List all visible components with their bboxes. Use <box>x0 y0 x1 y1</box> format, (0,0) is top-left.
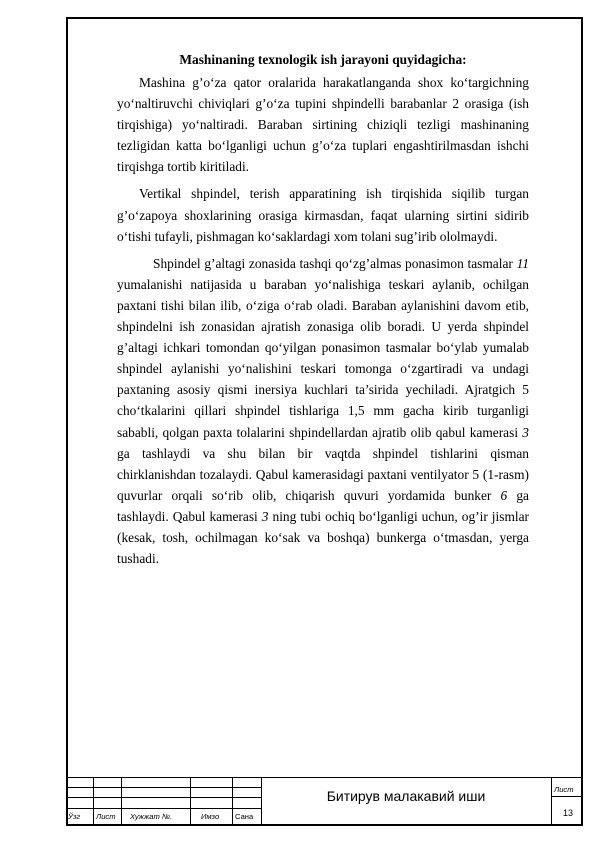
stamp-label-list: Лист <box>554 785 574 794</box>
stamp-col-line <box>93 777 94 826</box>
stamp-col-line <box>121 777 122 826</box>
page-number: 13 <box>562 808 573 818</box>
ref-number: 11 <box>516 255 529 271</box>
title-block-stamp <box>66 777 583 826</box>
ref-number: 3 <box>261 508 269 524</box>
stamp-label-sheet: Лист <box>96 812 116 821</box>
stamp-top-border <box>66 777 583 778</box>
document-body <box>117 50 529 575</box>
ref-number: 3 <box>522 424 529 440</box>
paragraph-1: Mashina g’o‘za qator oralarida harakatlanganda shox ko‘targichning yo‘naltiruvchi chiviqlari g’o‘za tupini shpindelli barabanlar 2 orasiga (ish tirqishiga) yo‘naltiradi. Baraban sirtining chiziqli tezligi mashinaning tezligidan katta bo‘lganligi uchun g’o‘za tuplari engashtirilmasdan ishchi tirqishga tortib kiritiladi. <box>117 75 529 175</box>
section-heading: Mashinaning texnologik ish jarayoni quyidagicha: <box>179 52 467 67</box>
stamp-label-change: Ўзг <box>68 812 81 821</box>
paragraph-3 <box>117 253 529 569</box>
paragraph-3-text: ning tubi ochiq bo‘lganligi uchun, og’ir jismlar (kesak, tosh, ochilmagan ko‘sak va boshqa) bunkerga o‘tmasdan, yerga tushadi. <box>117 508 529 567</box>
document-title: Битирув малакавий иши <box>326 788 486 804</box>
paragraph-2: Vertikal shpindel, terish apparatining ish tirqishida siqilib turgan g’o‘zapoya shoxlarining orasiga kirmasdan, faqat ularning sirtini sidirib o‘tishi tufayli, pishmagan ko‘saklardagi xom tolani sug’irib ololmaydi. <box>117 186 529 244</box>
paragraph-3-text: Shpindel g’altagi zonasida tashqi qo‘zg’almas ponasimon tasmalar <box>153 255 517 271</box>
stamp-col-line <box>190 777 191 826</box>
ref-number: 6 <box>500 487 508 503</box>
paragraph-3-text: yumalanishi natijasida u baraban yo‘nalishiga teskari aylanib, ochilgan paxtani tishi bilan ilib, o‘ziga o‘rab oladi. Baraban aylanishini davom etib, shpindelni ish zonasidan ajratish zonasiga olib boradi. U yerda shpindel g’altagi ichkari tomondan qo‘yilgan ponasimon tasmalar bo‘ylab yumalab shpindel aylanishi yo‘nalishini teskari tomonga o‘zgartiradi va undagi paxtaning asosiy qismi inersiya kuchlari ta’sirida yechiladi. Ajratgich 5 cho‘tkalarini qillari shpindel tishlariga 1,5 mm gacha kirib turganligi sababli, qolgan paxta tolalarini shpindellardan ajratib olib qabul kamerasi <box>117 276 529 440</box>
stamp-col-line <box>551 777 552 826</box>
stamp-label-date: Сана <box>235 812 254 821</box>
paragraph-3-text: ga tashlaydi. Qabul kamerasi <box>117 487 529 524</box>
stamp-label-document: Хужжат №. <box>130 812 173 821</box>
stamp-col-line <box>232 777 233 826</box>
stamp-row-line <box>551 796 583 797</box>
paragraph-3-text: ga tashlaydi va shu bilan bir vaqtda shpindel tishlarini qisman chirklanishdan tozalaydi. Qabul kamerasidagi paxtani ventilyator 5 (1-rasm) quvurlar orqali so‘rib olib, chiqarish quvuri yordamida bunker <box>117 445 529 503</box>
stamp-label-signature: Имзо <box>201 812 220 821</box>
